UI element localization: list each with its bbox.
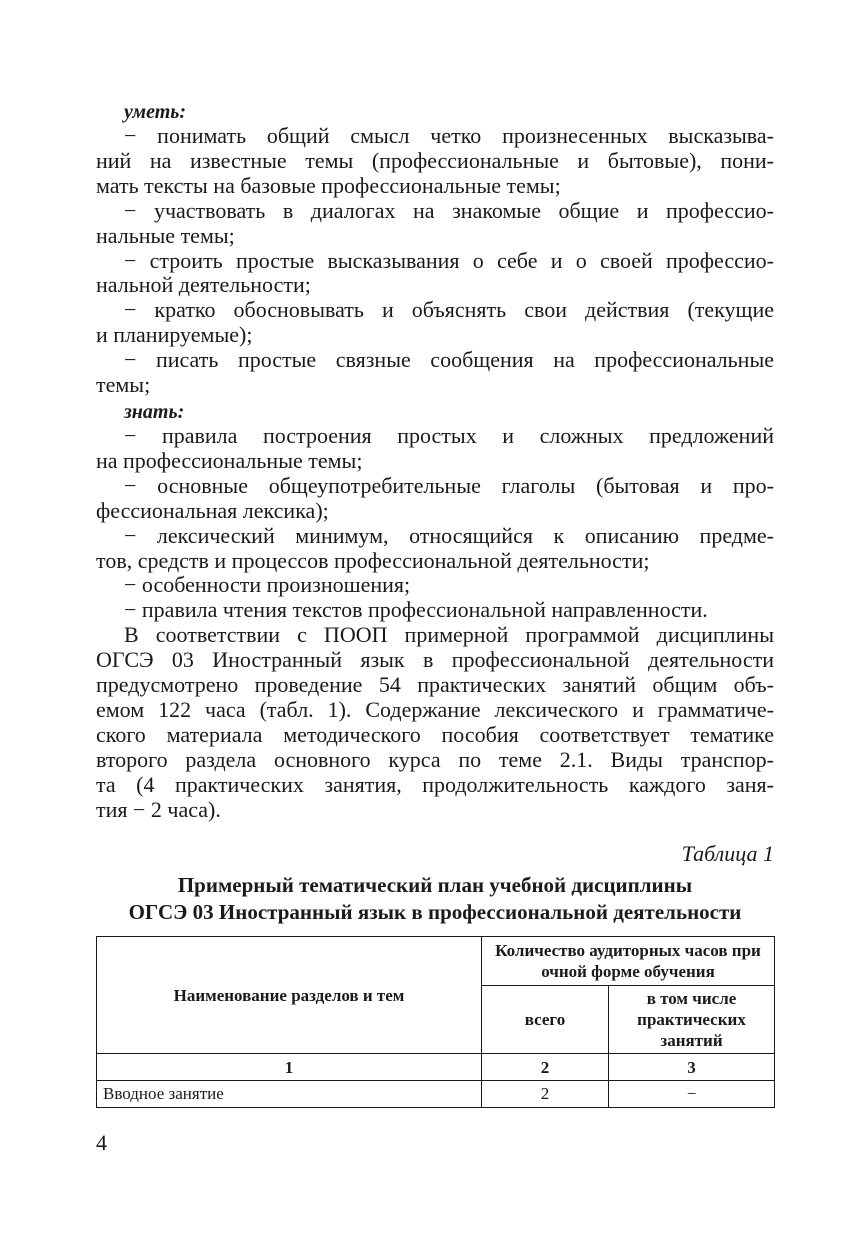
body-paragraph [96,623,774,822]
text-line: В соответствии с ПООП примерной программой дисциплины [124,622,774,648]
text-line: − строить простые высказывания о себе и о своей профессио- [124,247,774,273]
text-line: − правила построения простых и сложных предложений [124,422,774,448]
text-line: ского материала методического пособия соответствует тематике [96,721,774,747]
table-number-row [97,1054,775,1081]
table-row [97,1081,775,1108]
text-line: второго раздела основного курса по теме 2.1. Виды транспор- [96,746,774,772]
header-cell-total: всего [482,986,609,1054]
text-line: − особенности произношения; [124,572,411,598]
text-line: ОГСЭ 03 Иностранный язык в профессиональной деятельности [96,647,774,673]
text-line: − писать простые связные сообщения на профессиональные [124,347,774,373]
text-line: − правила чтения текстов профессиональной направленности. [124,597,708,623]
table-cell-topic: Вводное занятие [97,1081,482,1108]
table-header-row [97,937,775,986]
text-line: та (4 практических занятия, продолжительность каждого заня- [96,771,774,797]
text-line: мать тексты на базовые профессиональные темы; [96,172,561,198]
znat-list [96,424,774,623]
text-line: предусмотрено проведение 54 практических занятий общим объ- [96,672,774,698]
column-number: 2 [482,1054,609,1081]
table-cell-total: 2 [482,1081,609,1108]
table-caption: Таблица 1 [681,841,774,867]
text-line: темы; [96,372,151,398]
znat-heading: знать: [124,400,185,423]
text-line: − основные общеупотребительные глаголы (бытовая и про- [124,472,774,498]
text-line: − участвовать в диалогах на знакомые общие и профессио- [124,197,774,223]
text-line: ний на известные темы (профессиональные и бытовые), пони- [96,147,774,173]
page-number: 4 [96,1130,107,1155]
text-line: тов, средств и процессов профессиональной деятельности; [96,547,650,573]
text-line: − кратко обосновывать и объяснять свои действия (текущие [124,297,774,323]
text-line: фессиональная лексика); [96,497,329,523]
column-number: 1 [97,1054,482,1081]
text-line: на профессиональные темы; [96,447,363,473]
header-cell-topics: Наименование разделов и тем [97,937,482,1054]
column-number: 3 [609,1054,775,1081]
umet-heading: уметь: [124,101,187,123]
text-line: нальные темы; [96,222,235,248]
text-line: емом 122 часа (табл. 1). Содержание лексического и грамматиче- [96,696,774,722]
header-cell-practical: в том числе практических занятий [609,986,775,1054]
table-title: Примерный тематический план учебной дисциплины [177,873,693,898]
header-cell-hours-group: Количество аудиторных часов при очной форме обучения [482,937,775,986]
plan-table [96,936,775,1108]
text-line: и планируемые); [96,322,253,348]
umet-list [96,124,774,398]
page-content [96,100,774,1108]
table-cell-practical: − [609,1081,775,1108]
table-title: ОГСЭ 03 Иностранный язык в профессиональной деятельности [128,900,742,925]
text-line: − лексический минимум, относящийся к описанию предме- [124,522,774,548]
text-line: нальной деятельности; [96,272,311,298]
text-line: − понимать общий смысл четко произнесенных высказыва- [124,123,774,148]
text-line: тия − 2 часа). [96,796,221,822]
